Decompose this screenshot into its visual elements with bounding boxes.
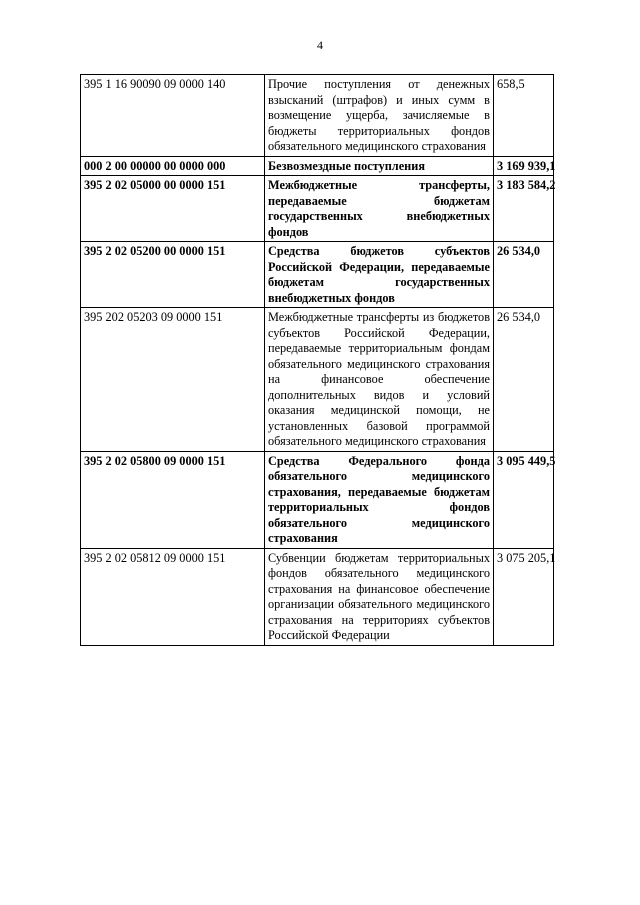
budget-code-cell: 395 2 02 05200 00 0000 151	[81, 242, 265, 308]
table-row	[81, 451, 554, 548]
description-cell: Субвенции бюджетам территориальных фондов обязательного медицинского страхования на финансовое обеспечение организации обязательного медицинского страхования на территориях субъектов Российской Федерации	[265, 548, 494, 645]
description-cell: Безвозмездные поступления	[265, 156, 494, 176]
amount-cell: 26 534,0	[494, 242, 554, 308]
page-number: 4	[317, 38, 323, 52]
description-cell: Прочие поступления от денежных взысканий (штрафов) и иных сумм в возмещение ущерба, зачисляемые в бюджеты территориальных фондов обязательного медицинского страхования	[265, 75, 494, 157]
budget-code-cell: 000 2 00 00000 00 0000 000	[81, 156, 265, 176]
description-cell: Средства бюджетов субъектов Российской Федерации, передаваемые бюджетам государственных внебюджетных фондов	[265, 242, 494, 308]
budget-code-cell: 395 2 02 05000 00 0000 151	[81, 176, 265, 242]
amount-cell: 3 169 939,1	[494, 156, 554, 176]
amount-cell: 26 534,0	[494, 308, 554, 452]
table-row	[81, 75, 554, 157]
description-cell: Средства Федерального фонда обязательного медицинского страхования, передаваемые бюджетам территориальных фондов обязательного медицинского страхования	[265, 451, 494, 548]
description-cell: Межбюджетные трансферты из бюджетов субъектов Российской Федерации, передаваемые территориальным фондам обязательного медицинского страхования на финансовое обеспечение дополнительных видов и условий оказания медицинской помощи, не установленных базовой программой обязательного медицинского страхования	[265, 308, 494, 452]
table-row	[81, 176, 554, 242]
budget-code-cell: 395 1 16 90090 09 0000 140	[81, 75, 265, 157]
amount-cell: 3 183 584,2	[494, 176, 554, 242]
description-cell: Межбюджетные трансферты, передаваемые бюджетам государственных внебюджетных фондов	[265, 176, 494, 242]
amount-cell: 3 095 449,5	[494, 451, 554, 548]
table-row	[81, 308, 554, 452]
table-row	[81, 242, 554, 308]
table-row	[81, 548, 554, 645]
budget-code-cell: 395 202 05203 09 0000 151	[81, 308, 265, 452]
amount-cell: 3 075 205,1	[494, 548, 554, 645]
revenue-table	[80, 74, 554, 646]
table-row	[81, 156, 554, 176]
budget-code-cell: 395 2 02 05800 09 0000 151	[81, 451, 265, 548]
amount-cell: 658,5	[494, 75, 554, 157]
budget-code-cell: 395 2 02 05812 09 0000 151	[81, 548, 265, 645]
